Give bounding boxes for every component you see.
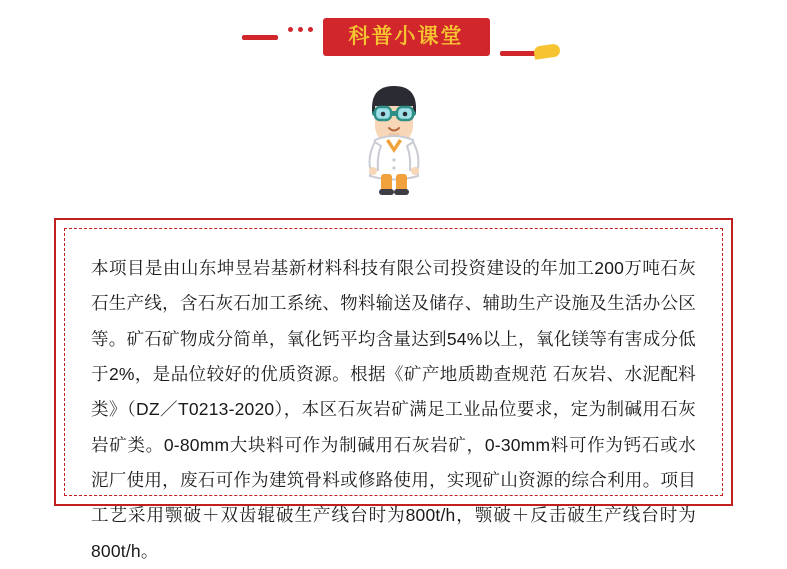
body-paragraph: 本项目是由山东坤昱岩基新材料科技有限公司投资建设的年加工200万吨石灰石生产线，含石灰石加工系统、物料输送及储存、辅助生产设施及生活办公区等。矿石矿物成分简单，氧化钙平均含量达到54%以上，氧化镁等有害成分低于2%，是品位较好的优质资源。根据《矿产地质勘查规范 石灰岩、水泥配料类》（DZ／T0213-2020），本区石灰岩矿满足工业品位要求，定为制碱用石灰岩矿类。0-80mm大块料可作为制碱用石灰岩矿，0-30mm料可作为钙石或水泥厂使用，废石可作为建筑骨料或修路使用，实现矿山资源的综合利用。项目工艺采用颚破＋双齿辊破生产线台时为800t/h，颚破＋反击破生产线台时为800t/h。: [91, 258, 696, 561]
dot-icon: [288, 27, 293, 32]
dot-icon: [308, 27, 313, 32]
content-box: [54, 218, 733, 561]
mascot-area: [0, 78, 787, 200]
dots-decoration: [288, 27, 313, 32]
header-banner: [0, 0, 787, 78]
banner: [242, 14, 546, 60]
left-bar-decoration: [242, 35, 278, 40]
engineer-mascot-icon: [339, 78, 449, 196]
page-title: 科普小课堂: [323, 18, 490, 56]
content-inner-border: [64, 228, 723, 561]
leaf-icon: [533, 43, 561, 59]
dot-icon: [298, 27, 303, 32]
